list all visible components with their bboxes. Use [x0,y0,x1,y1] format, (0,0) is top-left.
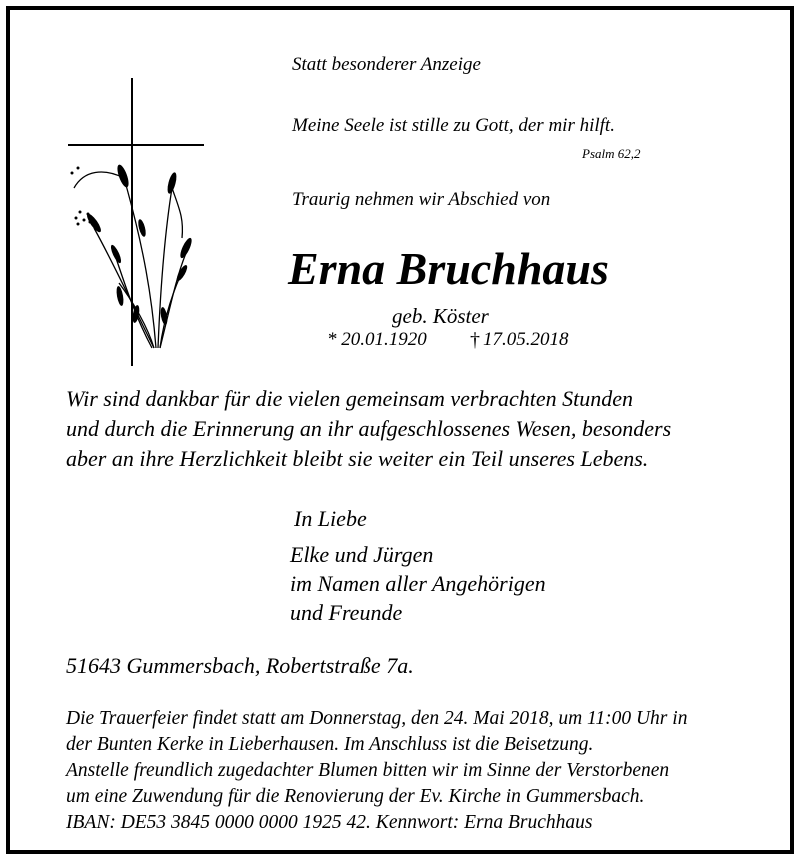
details-line: IBAN: DE53 3845 0000 0000 1925 42. Kennwort: Erna Bruchhaus [66,812,593,833]
obituary-frame [6,6,794,854]
signer-line: und Freunde [290,600,403,625]
notice-line: Statt besonderer Anzeige [292,54,481,75]
family-address: 51643 Gummersbach, Robertstraße 7a. [66,653,414,678]
cross-with-wheat-icon [64,78,214,368]
death-cross-icon: † [470,329,480,351]
farewell-intro: Traurig nehmen wir Abschied von [292,189,551,210]
psalm-verse: Meine Seele ist stille zu Gott, der mir hilft. [292,115,615,136]
signer-line: im Namen aller Angehörigen [290,571,546,596]
details-line: der Bunten Kerke in Lieberhausen. Im Anschluss ist die Beisetzung. [66,734,594,755]
birth-date: * 20.01.1920 [327,329,427,350]
death-date: 17.05.2018 [483,329,569,350]
deceased-name: Erna Bruchhaus [288,243,609,294]
details-line: um eine Zuwendung für die Renovierung der Ev. Kirche in Gummersbach. [66,786,645,807]
details-line: Anstelle freundlich zugedachter Blumen bitten wir im Sinne der Verstorbenen [66,760,670,781]
maiden-name: geb. Köster [392,304,489,328]
psalm-reference: Psalm 62,2 [582,146,641,161]
details-line: Die Trauerfeier findet statt am Donnerstag, den 24. Mai 2018, um 11:00 Uhr in [66,708,688,729]
message-line: und durch die Erinnerung an ihr aufgeschlossenes Wesen, besonders [66,416,672,441]
signer-line: Elke und Jürgen [290,542,434,567]
closing-salutation: In Liebe [294,506,367,531]
message-line: Wir sind dankbar für die vielen gemeinsam verbrachten Stunden [66,386,634,411]
message-line: aber an ihre Herzlichkeit bleibt sie weiter ein Teil unseres Lebens. [66,446,649,471]
